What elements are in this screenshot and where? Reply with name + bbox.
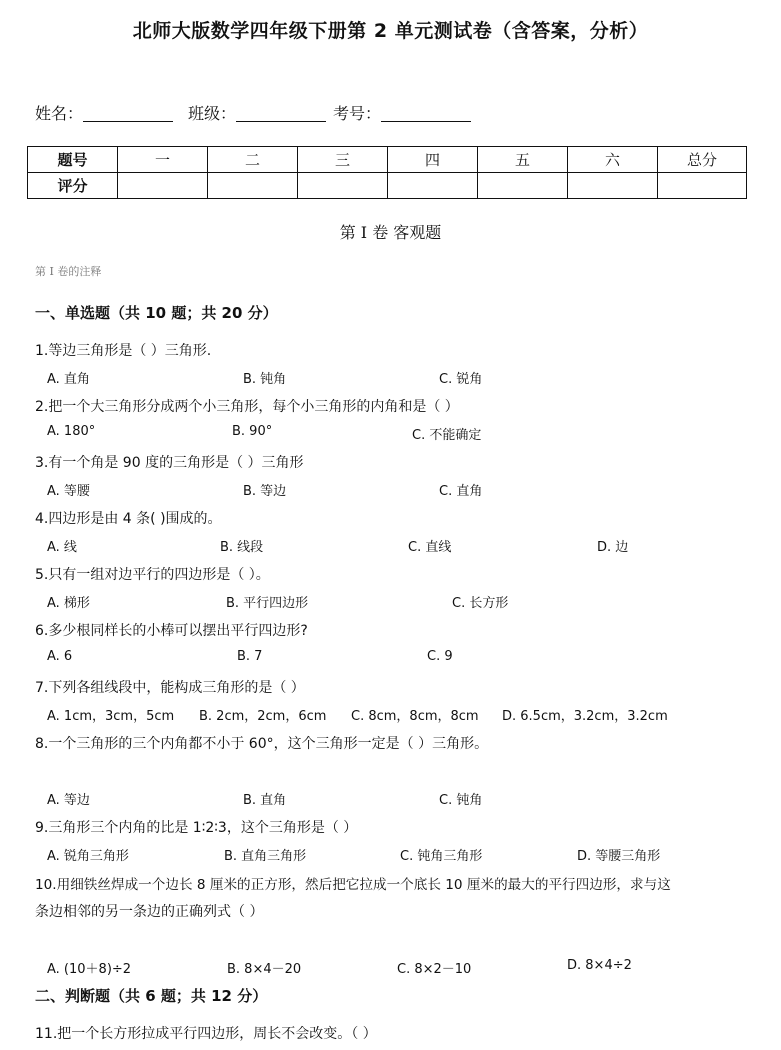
class-label: 班级： [188,104,237,123]
score-cell[interactable] [568,173,658,199]
score-header-cell: 二 [208,147,298,173]
question-text: 6.多少根同样长的小棒可以摆出平行四边形? [35,623,308,639]
option-b[interactable]: B. 钝角 [243,372,287,387]
question-text: 2.把一个大三角形分成两个小三角形，每个小三角形的内角和是（ ） [35,399,459,415]
option-a[interactable]: A. 梯形 [47,596,90,611]
score-row-label: 评分 [28,173,118,199]
option-c[interactable]: C. 9 [427,649,453,664]
option-a[interactable]: A. 180° [47,424,96,439]
class-field [188,101,326,124]
score-cell[interactable] [658,173,747,199]
option-c[interactable]: C. 不能确定 [412,428,482,443]
option-b[interactable]: B. 8×4－20 [227,962,302,977]
question-text: 9.三角形三个内角的比是 1∶2∶3，这个三角形是（ ） [35,820,358,836]
option-b[interactable]: B. 2cm，2cm，6cm [199,709,327,724]
document-title: 北师大版数学四年级下册第 2 单元测试卷（含答案，分析） [132,20,649,42]
option-b[interactable]: B. 7 [237,649,263,664]
score-header-cell: 六 [568,147,658,173]
option-d[interactable]: D. 边 [597,540,629,555]
score-table [27,146,747,199]
question-text-continued: 条边相邻的另一条边的正确列式（ ） [35,904,264,920]
question-text: 8.一个三角形的三个内角都不小于 60°，这个三角形一定是（ ）三角形。 [35,736,489,752]
score-header-cell: 五 [478,147,568,173]
option-d[interactable]: D. 6.5cm，3.2cm，3.2cm [502,709,668,724]
option-a[interactable]: A. (10＋8)÷2 [47,962,132,977]
option-a[interactable]: A. 1cm，3cm，5cm [47,709,175,724]
score-header-cell: 一 [118,147,208,173]
name-field [35,101,173,124]
option-b[interactable]: B. 平行四边形 [226,596,309,611]
option-d[interactable]: D. 等腰三角形 [577,849,661,864]
question-text: 4.四边形是由 4 条( )围成的。 [35,511,222,527]
option-b[interactable]: B. 线段 [220,540,264,555]
option-c[interactable]: C. 直线 [408,540,452,555]
option-a[interactable]: A. 锐角三角形 [47,849,129,864]
class-blank [236,105,326,122]
question-text: 5.只有一组对边平行的四边形是（ ）。 [35,567,270,583]
option-a[interactable]: A. 6 [47,649,73,664]
option-b[interactable]: B. 90° [232,424,273,439]
score-cell[interactable] [388,173,478,199]
option-d[interactable]: D. 8×4÷2 [567,958,632,973]
score-header-cell: 题号 [28,147,118,173]
volume-title: 第 I 卷 客观题 [339,223,442,242]
exam-no-label: 考号： [333,104,382,123]
option-c[interactable]: C. 钝角 [439,793,483,808]
option-c[interactable]: C. 直角 [439,484,483,499]
score-cell[interactable] [208,173,298,199]
score-cell[interactable] [298,173,388,199]
option-c[interactable]: C. 8cm，8cm，8cm [351,709,479,724]
option-a[interactable]: A. 线 [47,540,77,555]
option-a[interactable]: A. 等腰 [47,484,90,499]
option-c[interactable]: C. 8×2－10 [397,962,472,977]
volume-note: 第 I 卷的注释 [35,265,102,278]
score-table-header-row [28,147,747,173]
score-header-cell: 四 [388,147,478,173]
option-b[interactable]: B. 等边 [243,484,287,499]
option-b[interactable]: B. 直角 [243,793,287,808]
option-c[interactable]: C. 钝角三角形 [400,849,483,864]
question-text: 11.把一个长方形拉成平行四边形，周长不会改变。（ ） [35,1026,377,1042]
option-c[interactable]: C. 锐角 [439,372,483,387]
question-text: 10.用细铁丝焊成一个边长 8 厘米的正方形，然后把它拉成一个底长 10 厘米的最大的平行四边形，求与这 [35,877,671,893]
section-title-true-false: 二、判断题（共 6 题；共 12 分） [35,987,268,1005]
exam-no-field [333,101,471,124]
name-label: 姓名： [35,104,84,123]
score-cell[interactable] [118,173,208,199]
option-a[interactable]: A. 等边 [47,793,90,808]
score-header-cell: 总分 [658,147,747,173]
question-text: 3.有一个角是 90 度的三角形是（ ）三角形 [35,455,304,471]
exam-no-blank [381,105,471,122]
question-text: 1.等边三角形是（ ）三角形. [35,343,212,359]
option-a[interactable]: A. 直角 [47,372,90,387]
option-c[interactable]: C. 长方形 [452,596,509,611]
score-header-cell: 三 [298,147,388,173]
name-blank [83,105,173,122]
option-b[interactable]: B. 直角三角形 [224,849,307,864]
score-cell[interactable] [478,173,568,199]
question-text: 7.下列各组线段中，能构成三角形的是（ ） [35,680,305,696]
section-title-single-choice: 一、单选题（共 10 题；共 20 分） [35,304,278,322]
score-table-score-row [28,173,747,199]
